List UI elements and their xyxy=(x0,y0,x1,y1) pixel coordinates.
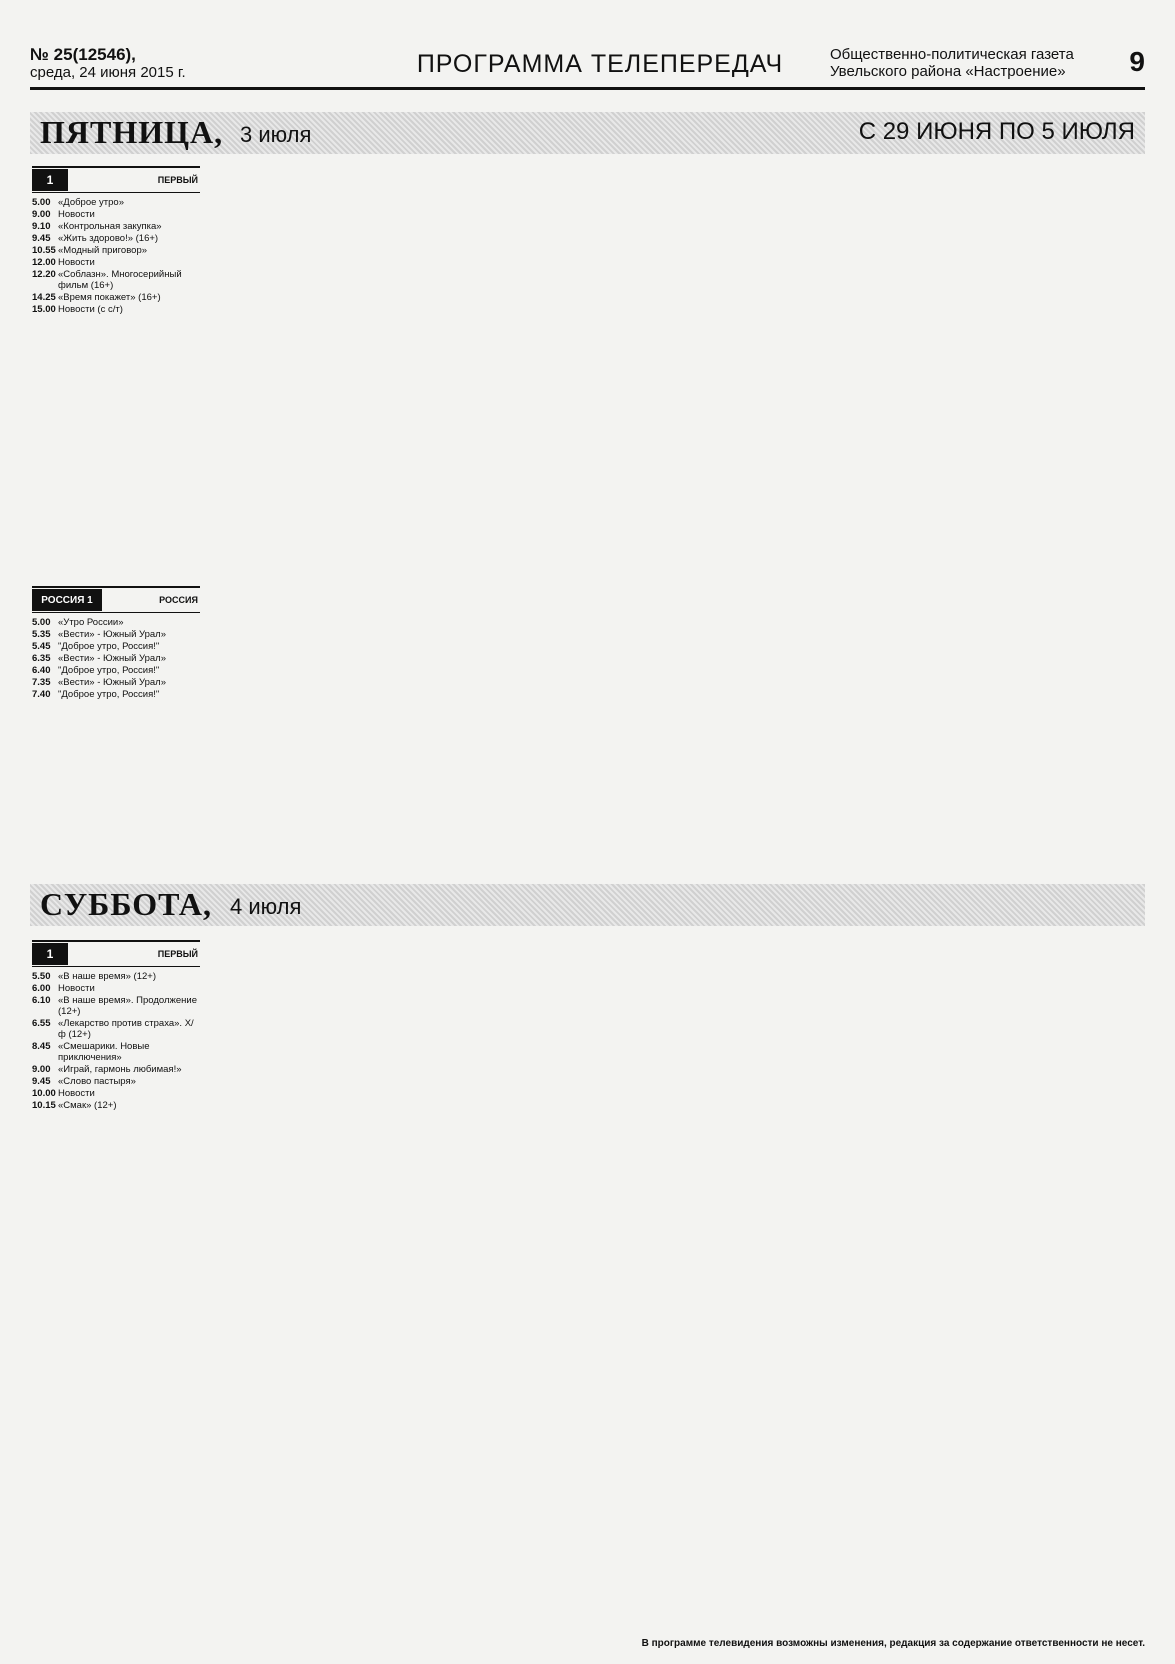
program-item xyxy=(32,617,200,628)
program-time: 6.10 xyxy=(32,995,51,1006)
friday-pervyi-listing xyxy=(32,160,200,590)
program-item xyxy=(32,1088,200,1099)
program-title: "Доброе утро, Россия!" xyxy=(58,689,160,700)
program-title: «Модный приговор» xyxy=(58,245,148,256)
program-time: 7.40 xyxy=(32,689,51,700)
program-item xyxy=(32,257,200,268)
saturday-pervyi-listing xyxy=(32,934,200,1234)
program-item xyxy=(32,641,200,652)
program-time: 5.00 xyxy=(32,197,51,208)
channel-name: ПЕРВЫЙ xyxy=(157,174,198,185)
program-time: 15.00 xyxy=(32,304,56,315)
channel-header xyxy=(32,586,200,613)
program-time: 6.40 xyxy=(32,665,51,676)
program-title: «Вести» - Южный Урал» xyxy=(58,629,167,640)
saturday-day-name: СУББОТА, xyxy=(40,886,213,922)
program-time: 7.35 xyxy=(32,677,51,688)
program-title: «Слово пастыря» xyxy=(58,1076,136,1087)
program-title: «Играй, гармонь любимая!» xyxy=(58,1064,182,1075)
saturday-date: 4 июля xyxy=(230,894,302,919)
program-item xyxy=(32,245,200,256)
program-title: «Вести» - Южный Урал» xyxy=(58,677,167,688)
program-time: 6.35 xyxy=(32,653,51,664)
channel-one-logo: 1 xyxy=(32,169,68,191)
program-item xyxy=(32,689,200,700)
newspaper-line-1: Общественно-политическая газета xyxy=(830,46,1074,63)
program-item xyxy=(32,209,200,220)
program-item xyxy=(32,665,200,676)
program-time: 9.00 xyxy=(32,209,51,220)
channel-name: ПЕРВЫЙ xyxy=(157,948,198,959)
program-time: 10.15 xyxy=(32,1100,56,1111)
program-item xyxy=(32,304,200,315)
masthead xyxy=(30,46,1145,90)
program-time: 5.00 xyxy=(32,617,51,628)
program-time: 6.55 xyxy=(32,1018,51,1029)
program-item xyxy=(32,983,200,994)
program-title: Новости xyxy=(58,1088,95,1099)
program-item xyxy=(32,221,200,232)
program-title: «Время покажет» (16+) xyxy=(58,292,161,303)
newspaper-line-2: Увельского района «Настроение» xyxy=(830,63,1066,80)
friday-date: 3 июля xyxy=(240,122,312,147)
channel-header xyxy=(32,166,200,193)
program-title: Новости xyxy=(58,209,95,220)
saturday-day-header xyxy=(30,884,1145,926)
program-time: 12.20 xyxy=(32,269,56,280)
program-item xyxy=(32,1018,200,1040)
issue-number: № 25(12546), xyxy=(30,45,136,64)
program-item xyxy=(32,197,200,208)
program-item xyxy=(32,1041,200,1063)
program-time: 5.50 xyxy=(32,971,51,982)
program-title: «В наше время» (12+) xyxy=(58,971,156,982)
program-time: 10.00 xyxy=(32,1088,56,1099)
program-item xyxy=(32,971,200,982)
program-time: 9.10 xyxy=(32,221,51,232)
friday-rossiya-listing xyxy=(32,580,200,830)
program-title: «Утро России» xyxy=(58,617,124,628)
program-title: Новости xyxy=(58,983,95,994)
channel-rossiya-logo: РОССИЯ 1 xyxy=(32,589,102,611)
program-item xyxy=(32,1100,200,1111)
program-item xyxy=(32,1076,200,1087)
friday-day-name: ПЯТНИЦА, xyxy=(40,114,224,150)
program-title: Новости (с с/т) xyxy=(58,304,123,315)
program-title: «Смак» (12+) xyxy=(58,1100,117,1111)
issue-date: среда, 24 июня 2015 г. xyxy=(30,64,186,81)
program-title: "Доброе утро, Россия!" xyxy=(58,665,160,676)
program-title: «Лекарство против страха». Х/ф (12+) xyxy=(58,1018,194,1040)
program-title: «Вести» - Южный Урал» xyxy=(58,653,167,664)
program-time: 9.00 xyxy=(32,1064,51,1075)
channel-one-logo: 1 xyxy=(32,943,68,965)
channel-name: РОССИЯ xyxy=(159,594,198,605)
program-item xyxy=(32,292,200,303)
program-title: «Соблазн». Многосерийный фильм (16+) xyxy=(58,269,182,291)
program-item xyxy=(32,629,200,640)
program-item xyxy=(32,233,200,244)
footer-disclaimer: В программе телевидения возможны изменения, редакция за содержание ответственности не несет. xyxy=(641,1638,1145,1649)
program-item xyxy=(32,995,200,1017)
program-time: 14.25 xyxy=(32,292,56,303)
channel-header xyxy=(32,940,200,967)
program-item xyxy=(32,1064,200,1075)
program-time: 9.45 xyxy=(32,1076,51,1087)
page-number: 9 xyxy=(1129,46,1145,77)
program-title: Новости xyxy=(58,257,95,268)
program-title: «В наше время». Продолжение (12+) xyxy=(58,995,198,1017)
program-title: "Доброе утро, Россия!" xyxy=(58,641,160,652)
page-title: ПРОГРАММА ТЕЛЕПЕРЕДАЧ xyxy=(416,50,784,78)
program-item xyxy=(32,653,200,664)
program-item xyxy=(32,269,200,291)
program-time: 10.55 xyxy=(32,245,56,256)
program-time: 5.35 xyxy=(32,629,51,640)
issue-info xyxy=(30,46,186,81)
program-title: «Доброе утро» xyxy=(58,197,124,208)
friday-day-header xyxy=(30,112,1145,154)
program-title: «Жить здорово!» (16+) xyxy=(58,233,159,244)
program-time: 9.45 xyxy=(32,233,51,244)
program-time: 5.45 xyxy=(32,641,51,652)
program-title: «Смешарики. Новые приключения» xyxy=(58,1041,150,1063)
program-time: 6.00 xyxy=(32,983,51,994)
week-range: С 29 ИЮНЯ ПО 5 ИЮЛЯ xyxy=(858,118,1135,145)
program-title: «Контрольная закупка» xyxy=(58,221,162,232)
program-item xyxy=(32,677,200,688)
program-time: 12.00 xyxy=(32,257,56,268)
program-time: 8.45 xyxy=(32,1041,51,1052)
newspaper-name xyxy=(830,46,1100,80)
